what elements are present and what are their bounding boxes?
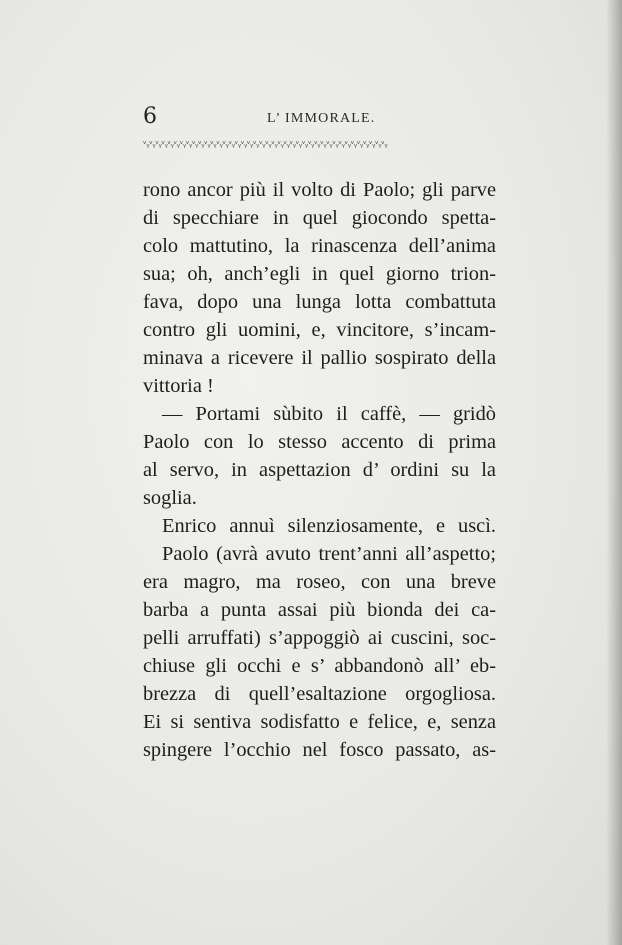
page-edge-shadow [606,0,622,945]
text-line: — Portami sùbito il caffè, — gridò [162,403,496,425]
text-line: soglia. [143,487,197,509]
text-line: rono ancor più il volto di Paolo; gli parve [143,179,496,201]
page-header [143,104,496,132]
text-line: barba a punta assai più bionda dei ca- [143,599,496,621]
text-line: minava a ricevere il pallio sospirato della [143,347,496,369]
text-line: sua; oh, anch’egli in quel giorno trion- [143,263,496,285]
text-line: fava, dopo una lunga lotta combattuta [143,291,496,313]
text-line: era magro, ma roseo, con una breve [143,571,496,593]
text-line: Paolo (avrà avuto trent’anni all’aspetto; [162,543,496,565]
text-line: colo mattutino, la rinascenza dell’anima [143,235,496,257]
text-line: di specchiare in quel giocondo spetta- [143,207,496,229]
text-line: vittoria ! [143,375,214,397]
text-line: Enrico annuì silenziosamente, e uscì. [162,515,496,537]
ornamental-rule: ᵛᵧᵛᵧᵛᵧᵛᵧᵛᵧᵛᵧᵛᵧᵛᵧᵛᵧᵛᵧᵛᵧᵛᵧᵛᵧᵛᵧᵛᵧᵛᵧᵛᵧᵛᵧᵛᵧᵛᵧᵛᵧᵛᵧᵛᵧᵛᵧᵛᵧᵛᵧᵛᵧᵛᵧᵛᵧᵛᵧᵛᵧᵛᵧᵛᵧᵛᵧᵛᵧᵛᵧᵛᵧᵛᵧᵛᵧᵛᵧ [143,140,388,150]
text-line: spingere l’occhio nel fosco passato, as- [143,739,496,761]
text-line: al servo, in aspettazion d’ ordini su la [143,459,496,481]
text-line: chiuse gli occhi e s’ abbandonò all’ eb- [143,655,496,677]
text-line: Ei si sentiva sodisfatto e felice, e, senza [143,711,496,733]
running-title: L’ IMMORALE. [267,111,376,126]
text-line: Paolo con lo stesso accento di prima [143,431,496,453]
body-text [143,176,496,764]
text-line: contro gli uomini, e, vincitore, s’incam- [143,319,496,341]
page-number: 6 [143,104,157,129]
text-line: pelli arruffati) s’appoggiò ai cuscini, soc- [143,627,496,649]
text-line: brezza di quell’esaltazione orgogliosa. [143,683,496,705]
